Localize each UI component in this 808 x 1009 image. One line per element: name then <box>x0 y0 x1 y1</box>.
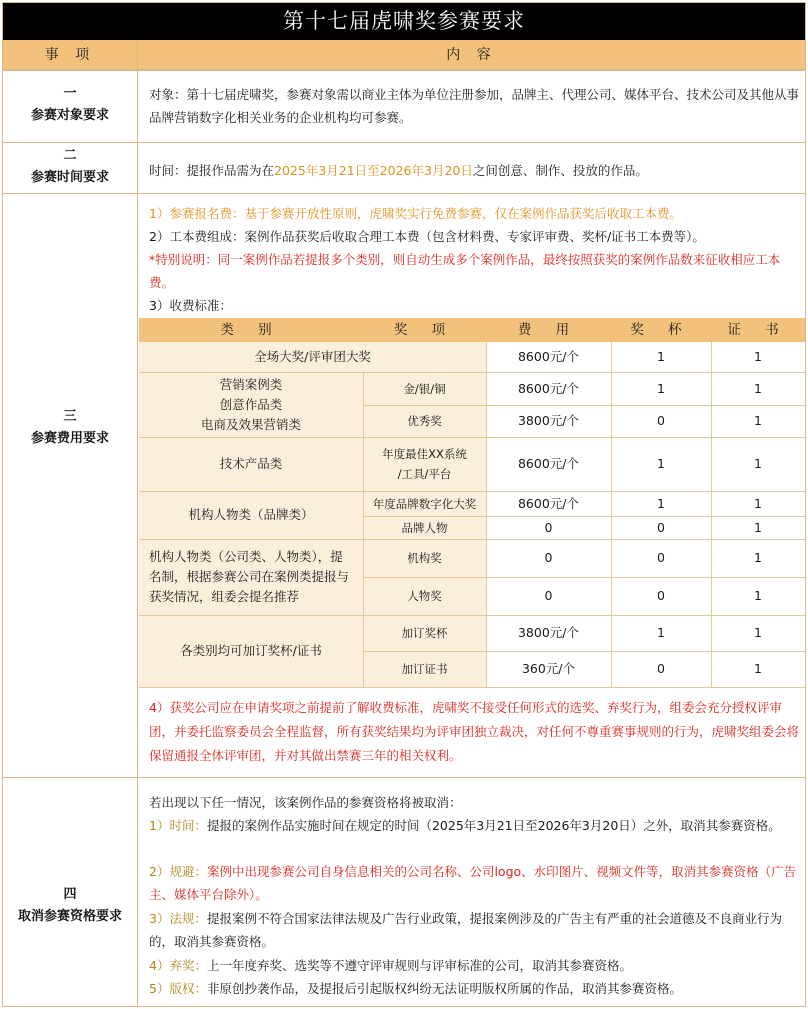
fee-row-4b-fee: 0 <box>544 519 553 535</box>
fee-row-4a-cup: 1 <box>657 495 665 511</box>
time-suffix: 之间创意、制作、投放的作品。 <box>472 163 648 178</box>
fee-row-5a-fee: 0 <box>544 550 553 565</box>
section-4-number: 四 <box>63 887 77 902</box>
disqualify-item-2-text: 案例中出现参赛公司自身信息相关的公司名称、公司logo、水印图片、视频文件等，取消其参赛资格（广告主、媒体平台除外）。 <box>149 864 797 902</box>
fee-row-6a-cert: 1 <box>754 625 762 640</box>
fee-row-5b-cert: 1 <box>754 588 762 603</box>
fee-row-6b-cert: 1 <box>754 661 762 676</box>
fee-row-1-cert: 1 <box>754 349 762 364</box>
section-1-number: 一 <box>63 86 77 101</box>
fee-row-3-fee: 8600元/个 <box>517 456 580 471</box>
fee-row-3-award: 年度最佳XX系统 /工具/平台 <box>363 437 486 491</box>
fee-row-5a-cert: 1 <box>754 550 762 565</box>
disqualify-item-5-text: 非原创抄袭作品，及提报后引起版权纠纷无法证明版权所属的作品，取消其参赛资格。 <box>206 981 682 996</box>
fee-row-5a-award: 机构奖 <box>363 539 486 577</box>
fee-row-5b-award: 人物奖 <box>363 577 486 615</box>
fee-grid-line <box>711 342 712 687</box>
disqualify-item-1-text: 提报的案例作品实施时间在规定的时间（2025年3月21日至2026年3月20日）之外，取消其参赛资格。 <box>206 818 781 833</box>
section-2-name: 参赛时间要求 <box>30 170 109 185</box>
fee-grid-line <box>363 405 805 406</box>
fee-row-3-cup: 1 <box>657 456 665 471</box>
header-content: 内 容 <box>138 40 805 70</box>
section-3-number: 三 <box>63 409 77 424</box>
fee-grid-line <box>486 342 487 687</box>
fee-grid-line <box>139 687 805 688</box>
disqualify-item-5-label: 5）版权： <box>149 981 207 996</box>
disqualify-item-1 <box>149 814 799 837</box>
fee-row-6b-award: 加订证书 <box>363 651 486 687</box>
header-items: 事 项 <box>3 40 137 70</box>
section-2-label <box>3 145 137 189</box>
section-1-label <box>3 83 137 127</box>
section-3-name: 参赛费用要求 <box>30 431 109 446</box>
fee-header-cert: 证 书 <box>711 318 805 342</box>
section-4-label <box>3 884 137 928</box>
fee-row-3-cert: 1 <box>754 456 762 471</box>
fee-grid-line <box>363 372 364 687</box>
fee-row-6a-fee: 3800元/个 <box>517 625 580 640</box>
section-2-text <box>149 159 799 182</box>
time-prefix: 时间：提报作品需为在 <box>149 163 275 178</box>
fee-row-1-cup: 1 <box>657 349 665 364</box>
column-divider <box>137 40 138 1006</box>
fee-row-4b-award: 品牌人物 <box>363 516 486 539</box>
fee-header-category: 类 别 <box>139 318 363 342</box>
fee-grid-line <box>139 615 805 616</box>
section-1-name: 参赛对象要求 <box>30 108 109 123</box>
requirements-page <box>2 2 806 1007</box>
fee-grid-line <box>139 491 805 492</box>
fee-grid-line <box>139 437 805 438</box>
page-title: 第十七届虎啸奖参赛要求 <box>3 3 805 40</box>
fee-row-2a-cert: 1 <box>754 380 762 396</box>
disqualify-item-3-text: 提报案例不符合国家法律法规及广告行业政策，提报案例涉及的广告主有严重的社会道德及不良商业行为的，取消其参赛资格。 <box>149 911 782 949</box>
row-divider <box>3 777 805 778</box>
fee-composition-note: 2）工本费组成：案例作品获奖后收取合理工本费（包含材料费、专家评审费、奖杯/证书工本费等）。 <box>149 229 705 244</box>
fee-row-6a-cup: 1 <box>657 625 665 640</box>
disqualify-item-2 <box>149 860 799 906</box>
fee-rules-note: 4）获奖公司应在申请奖项之前提前了解收费标准，虎啸奖不接受任何形式的选奖、弃奖行为，组委会充分授权评审团，并委托监察委员会全程监督，所有获奖结果均为评审团独立裁决，对任何不尊重赛事规则的行为，虎啸奖组委会将保留通报全体评审团，并对其做出禁赛三年的相关权利。 <box>149 700 800 763</box>
time-range: 2025年3月21日至2026年3月20日 <box>274 163 473 178</box>
fee-row-3-category: 技术产品类 <box>139 437 363 491</box>
fee-row-2b-cup: 0 <box>657 413 665 428</box>
fee-row-4a-award: 年度品牌数字化大奖 <box>363 491 486 516</box>
section-1-text: 对象：第十七届虎啸奖，参赛对象需以商业主体为单位注册参加，品牌主、代理公司、媒体平台、技术公司及其他从事品牌营销数字化相关业务的企业机构均可参赛。 <box>149 87 800 125</box>
disqualify-item-5 <box>149 977 799 1000</box>
section-2-number: 二 <box>63 148 77 163</box>
fee-row-2b-fee: 3800元/个 <box>517 413 580 428</box>
fee-row-2a-cup: 1 <box>657 380 665 396</box>
disqualify-item-3-label: 3）法规： <box>149 911 207 926</box>
fee-registration-note: 1）参赛报名费：基于参赛开放性原则，虎啸奖实行免费参赛，仅在案例作品获奖后收取工本费。 <box>149 206 682 221</box>
disqualify-item-4 <box>149 954 799 977</box>
fee-row-6b-fee: 360元/个 <box>521 661 576 676</box>
row-divider <box>3 193 805 194</box>
fee-row-5-category: 机构人物类（公司类、人物类），提名制，根据参赛公司在案例类提报与获奖情况，组委会提名推荐 <box>139 539 363 615</box>
fee-row-4-category: 机构人物类（品牌类） <box>139 491 363 539</box>
fee-grid-line <box>363 577 805 578</box>
fee-row-4a-fee: 8600元/个 <box>517 495 580 511</box>
fee-row-4a-cert: 1 <box>754 495 762 511</box>
fee-special-note: *特别说明：同一案例作品若提报多个类别，则自动生成多个案例作品，最终按照获奖的案例作品数来征收相应工本费。 <box>149 252 781 290</box>
disqualify-item-4-label: 4）弃奖： <box>149 958 207 973</box>
disqualify-item-3 <box>149 907 799 953</box>
fee-header-fee: 费 用 <box>486 318 611 342</box>
fee-header-award: 奖 项 <box>363 318 486 342</box>
fee-row-2b-award: 优秀奖 <box>363 405 486 437</box>
disqualify-item-1-label: 1）时间： <box>149 818 207 833</box>
row-divider <box>3 70 805 71</box>
fee-row-6-category: 各类别均可加订奖杯/证书 <box>139 615 363 687</box>
fee-row-6a-award: 加订奖杯 <box>363 615 486 651</box>
fee-row-5a-cup: 0 <box>657 550 665 565</box>
fee-row-2b-cert: 1 <box>754 413 762 428</box>
fee-grid-line <box>139 539 805 540</box>
fee-row-2-category: 营销案例类 创意作品类 电商及效果营销类 <box>139 372 363 437</box>
fee-standard-label: 3）收费标准： <box>149 298 232 313</box>
disqualify-item-2-label: 2）规避： <box>149 864 207 879</box>
section-4-name: 取消参赛资格要求 <box>17 909 122 924</box>
fee-row-5b-fee: 0 <box>544 588 553 603</box>
fee-grid-line <box>363 516 805 517</box>
fee-row-4b-cert: 1 <box>754 519 762 535</box>
section-3-label <box>3 406 137 450</box>
fee-row-5b-cup: 0 <box>657 588 665 603</box>
fee-row-1-fee: 8600元/个 <box>517 349 580 364</box>
fee-header-cup: 奖 杯 <box>611 318 711 342</box>
disqualify-item-4-text: 上一年度弃奖、选奖等不遵守评审规则与评审标准的公司，取消其参赛资格。 <box>206 958 632 973</box>
row-divider <box>3 142 805 143</box>
fee-grid-line <box>139 372 805 373</box>
fee-row-2a-fee: 8600元/个 <box>517 380 580 396</box>
fee-row-2a-award: 金/银/铜 <box>363 372 486 405</box>
fee-row-1-category: 全场大奖/评审团大奖 <box>139 342 486 372</box>
fee-grid-line <box>363 651 805 652</box>
fee-grid-line <box>611 342 612 687</box>
disqualify-intro: 若出现以下任一情况，该案例作品的参赛资格将被取消： <box>149 795 462 810</box>
fee-row-6b-cup: 0 <box>657 661 665 676</box>
fee-row-4b-cup: 0 <box>657 519 665 535</box>
